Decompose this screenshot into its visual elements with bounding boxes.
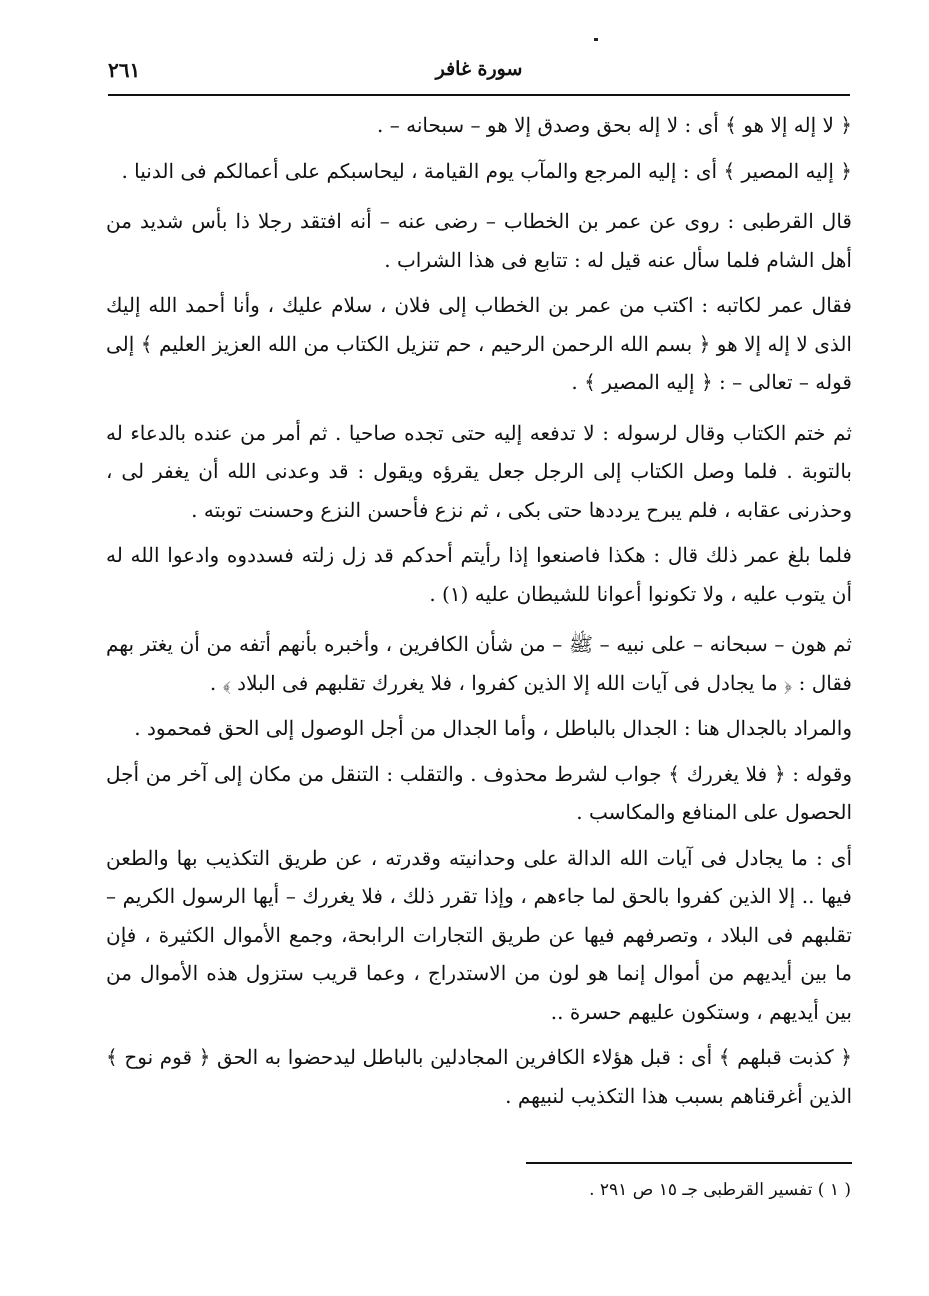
paragraph-10: أى : ما يجادل فى آيات الله الدالة على وحدانيته وقدرته ، عن طريق التكذيب بها والطعن فيها .. إلا الذين كفروا بالحق لما جاءهم ، وإذا تقرر ذلك ، فلا يغررك – أيها الرسول الكريم – تقلبهم فى البلاد ، وتصرفهم فيها عن طريق التجارات الرابحة، وجمع الأموال الكثيرة ، فإن ما بين أيديهم من أموال إنما هو لون من الاستدراج ، وعما قريب ستزول هذه الأموال من بين أيديهم ، وستكون عليهم حسرة .. [106,845,852,1024]
paragraph-7: ثم هون – سبحانه – على نبيه – ﷺ – من شأن الكافرين ، وأخبره بأنهم أتفه من أن يغتر بهم فقال : ﴿ ما يجادل فى آيات الله إلا الذين كفروا ، فلا يغررك تقلبهم فى البلاد ﴾ . [106,632,852,695]
paragraph-11: ﴿ كذبت قبلهم ﴾ أى : قبل هؤلاء الكافرين المجادلين بالباطل ليدحضوا به الحق ﴿ قوم نوح ﴾ الذين أغرقناهم بسبب هذا التكذيب لنبيهم . [106,1045,852,1108]
paragraph-3: قال القرطبى : روى عن عمر بن الخطاب – رضى عنه – أنه افتقد رجلا ذا بأس شديد من أهل الشام فلما سأل عنه قيل له : تتابع فى هذا الشراب . [106,209,852,272]
main-text [106,106,852,1122]
paragraph-6: فلما بلغ عمر ذلك قال : هكذا فاصنعوا إذا رأيتم أحدكم قد زل زلته فسددوه وادعوا الله له أن يتوب عليه ، ولا تكونوا أعوانا للشيطان عليه (١) . [106,543,852,606]
footnote: ( ١ ) تفسير القرطبى جـ ١٥ ص ٢٩١ . [589,1180,851,1200]
footnote-rule [526,1162,852,1164]
paragraph-5: ثم ختم الكتاب وقال لرسوله : لا تدفعه إليه حتى تجده صاحيا . ثم أمر من عنده بالدعاء له بالتوبة . فلما وصل الكتاب إلى الرجل جعل يقرؤه ويقول : قد وعدنى الله أن يغفر لى ، وحذرنى عقابه ، فلم يبرح يرددها حتى بكى ، ثم نزع فأحسن النزع وحسنت توبته . [106,420,852,522]
surah-title: سورة غافر [435,58,523,80]
paragraph-1: ﴿ لا إله إلا هو ﴾ أى : لا إله بحق وصدق إلا هو – سبحانه – . [377,113,852,137]
paragraph-9: وقوله : ﴿ فلا يغررك ﴾ جواب لشرط محذوف . والتقلب : التنقل من مكان إلى آخر من أجل الحصول على المنافع والمكاسب . [106,761,852,824]
page-header [108,52,850,92]
header-rule [108,94,850,96]
page-number: ٢٦١ [108,58,141,82]
paragraph-2: ﴿ إليه المصير ﴾ أى : إليه المرجع والمآب يوم القيامة ، ليحاسبكم على أعمالكم فى الدنيا . [121,158,852,183]
paragraph-4: فقال عمر لكاتبه : اكتب من عمر بن الخطاب إلى فلان ، سلام عليك ، وأنا أحمد الله إليك الذى لا إله إلا هو ﴿ بسم الله الرحمن الرحيم ، حم تنزيل الكتاب من الله العزيز العليم ﴾ إلى قوله – تعالى – : ﴿ إليه المصير ﴾ . [106,293,852,394]
paragraph-8: والمراد بالجدال هنا : الجدال بالباطل ، وأما الجدال من أجل الوصول إلى الحق فمحمود . [134,716,852,740]
scan-mark [594,38,598,41]
